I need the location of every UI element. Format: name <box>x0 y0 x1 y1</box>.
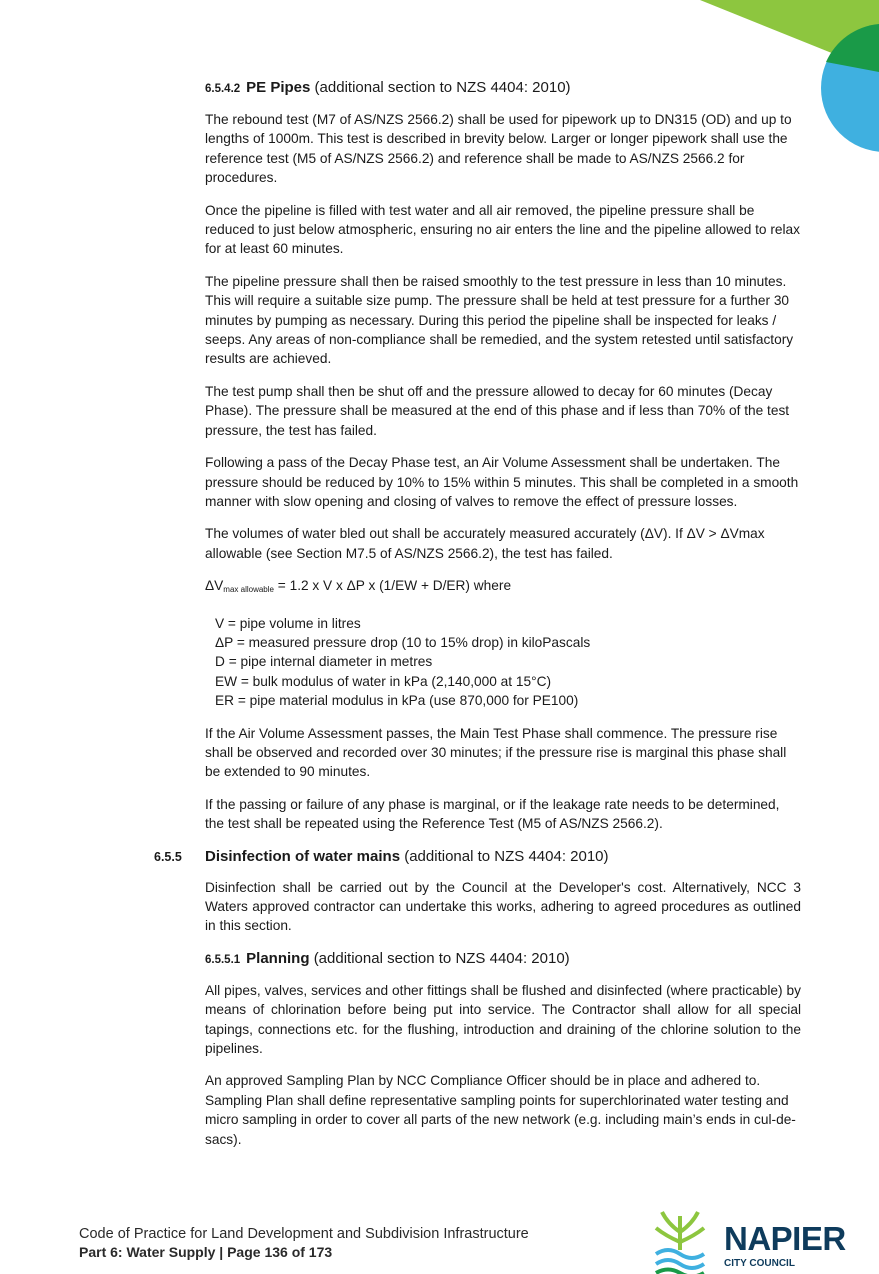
page-footer <box>79 1225 529 1261</box>
formula-subscript: max allowable <box>223 585 274 595</box>
paragraph: All pipes, valves, services and other fittings shall be flushed and disinfected (where practicable) by means of chlorination before being put into service. The Contractor shall allow for all special tapings, connections etc. for the flushing, introduction and draining of the chlorine solution to the pipelines. <box>205 982 801 1057</box>
section-number: 6.5.5.1 <box>205 953 241 966</box>
section-note: (additional to NZS 4404: 2010) <box>404 847 609 865</box>
paragraph: If the passing or failure of any phase is marginal, or if the leakage rate needs to be determined, the test shall be repeated using the Reference Test (M5 of AS/NZS 2566.2). <box>205 796 780 832</box>
section-note: (additional section to NZS 4404: 2010) <box>314 79 571 96</box>
logo-subtitle: CITY COUNCIL <box>724 1258 795 1269</box>
logo-wordmark <box>724 1222 846 1270</box>
formula <box>205 576 801 599</box>
section-title: Planning <box>246 949 310 967</box>
paragraph: If the Air Volume Assessment passes, the Main Test Phase shall commence. The pressure rise shall be observed and recorded over 30 minutes; if the pressure rise is marginal this phase shall be extended to 90 minutes. <box>205 725 787 780</box>
section-title: Disinfection of water mains <box>205 847 401 865</box>
section-title: PE Pipes <box>246 79 311 96</box>
paragraph: An approved Sampling Plan by NCC Compliance Officer should be in place and adhered to. Sampling Plan shall define representative sampling points for superchlorinated water testing and micro sampling in order to cover all parts of the new network (e.g. including main’s ends in cul-de-sacs). <box>205 1073 796 1147</box>
footer-page-info: Part 6: Water Supply | Page 136 of 173 <box>79 1244 333 1260</box>
paragraph: Following a pass of the Decay Phase test, an Air Volume Assessment shall be undertaken. The pressure should be reduced by 10% to 15% within 5 minutes. This shall be completed in a smooth manner with slow opening and closing of valves to remove the effect of pressure losses. <box>205 455 799 509</box>
variable-definitions <box>215 614 801 711</box>
paragraph: The rebound test (M7 of AS/NZS 2566.2) shall be used for pipework up to DN315 (OD) and up to lengths of 1000m. This test is described in brevity below. Larger or longer pipework shall use the reference test (M5 of AS/NZS 2566.2) and reference shall be made to AS/NZS 2566.2 for procedures. <box>205 112 792 186</box>
section-number: 6.5.4.2 <box>205 83 241 95</box>
section-heading-6-5-4-2 <box>205 78 801 99</box>
section-note: (additional section to NZS 4404: 2010) <box>313 949 570 967</box>
dark-green-arc-shape <box>826 24 879 72</box>
definition-item: ΔP = measured pressure drop (10 to 15% drop) in kiloPascals <box>215 634 591 650</box>
paragraph: The pipeline pressure shall then be raised smoothly to the test pressure in less than 10 minutes. This will require a suitable size pump. The pressure shall be held at test pressure for a further 30 minutes by pumping as necessary. During this period the pipeline shall be inspected for leaks / seeps. Any areas of non-compliance shall be remedied, and the system retested until satisfactory results are achieved. <box>205 273 794 367</box>
paragraph: Once the pipeline is filled with test water and all air removed, the pipeline pressure shall be reduced to just below atmospheric, ensuring no air enters the line and the pipeline allowed to relax for at least 60 minutes. <box>205 202 801 257</box>
fern-emblem-icon <box>656 1212 704 1274</box>
green-band-shape <box>700 0 879 72</box>
definition-item: V = pipe volume in litres <box>215 615 361 631</box>
section-number: 6.5.5 <box>154 849 182 864</box>
section-heading-6-5-5 <box>154 847 801 867</box>
formula-rhs: = 1.2 x V x ΔP x (1/EW + D/ER) where <box>273 578 512 594</box>
paragraph: Disinfection shall be carried out by the Council at the Developer's cost. Alternatively, NCC 3 Waters approved contractor can undertake this works, adhering to agreed procedures as outlined in this section. <box>205 879 801 934</box>
paragraph: The test pump shall then be shut off and the pressure allowed to decay for 60 minutes (Decay Phase). The pressure shall be measured at the end of this phase and if less than 70% of the test pressure, the test has failed. <box>205 383 790 438</box>
blue-circle-shape <box>821 24 879 152</box>
document-body <box>154 78 801 1162</box>
definition-item: ER = pipe material modulus in kPa (use 870,000 for PE100) <box>215 693 579 709</box>
definition-item: D = pipe internal diameter in metres <box>215 654 433 670</box>
definition-item: EW = bulk modulus of water in kPa (2,140,000 at 15°C) <box>215 673 552 689</box>
paragraph: The volumes of water bled out shall be accurately measured accurately (ΔV). If ΔV > ΔVmax allowable (see Section M7.5 of AS/NZS 2566.2), the test has failed. <box>205 526 765 561</box>
section-heading-6-5-5-1 <box>205 949 801 970</box>
logo-name: NAPIER <box>724 1220 846 1257</box>
formula-lhs: ΔV <box>205 578 224 594</box>
footer-document-title: Code of Practice for Land Development and Subdivision Infrastructure <box>79 1226 529 1242</box>
